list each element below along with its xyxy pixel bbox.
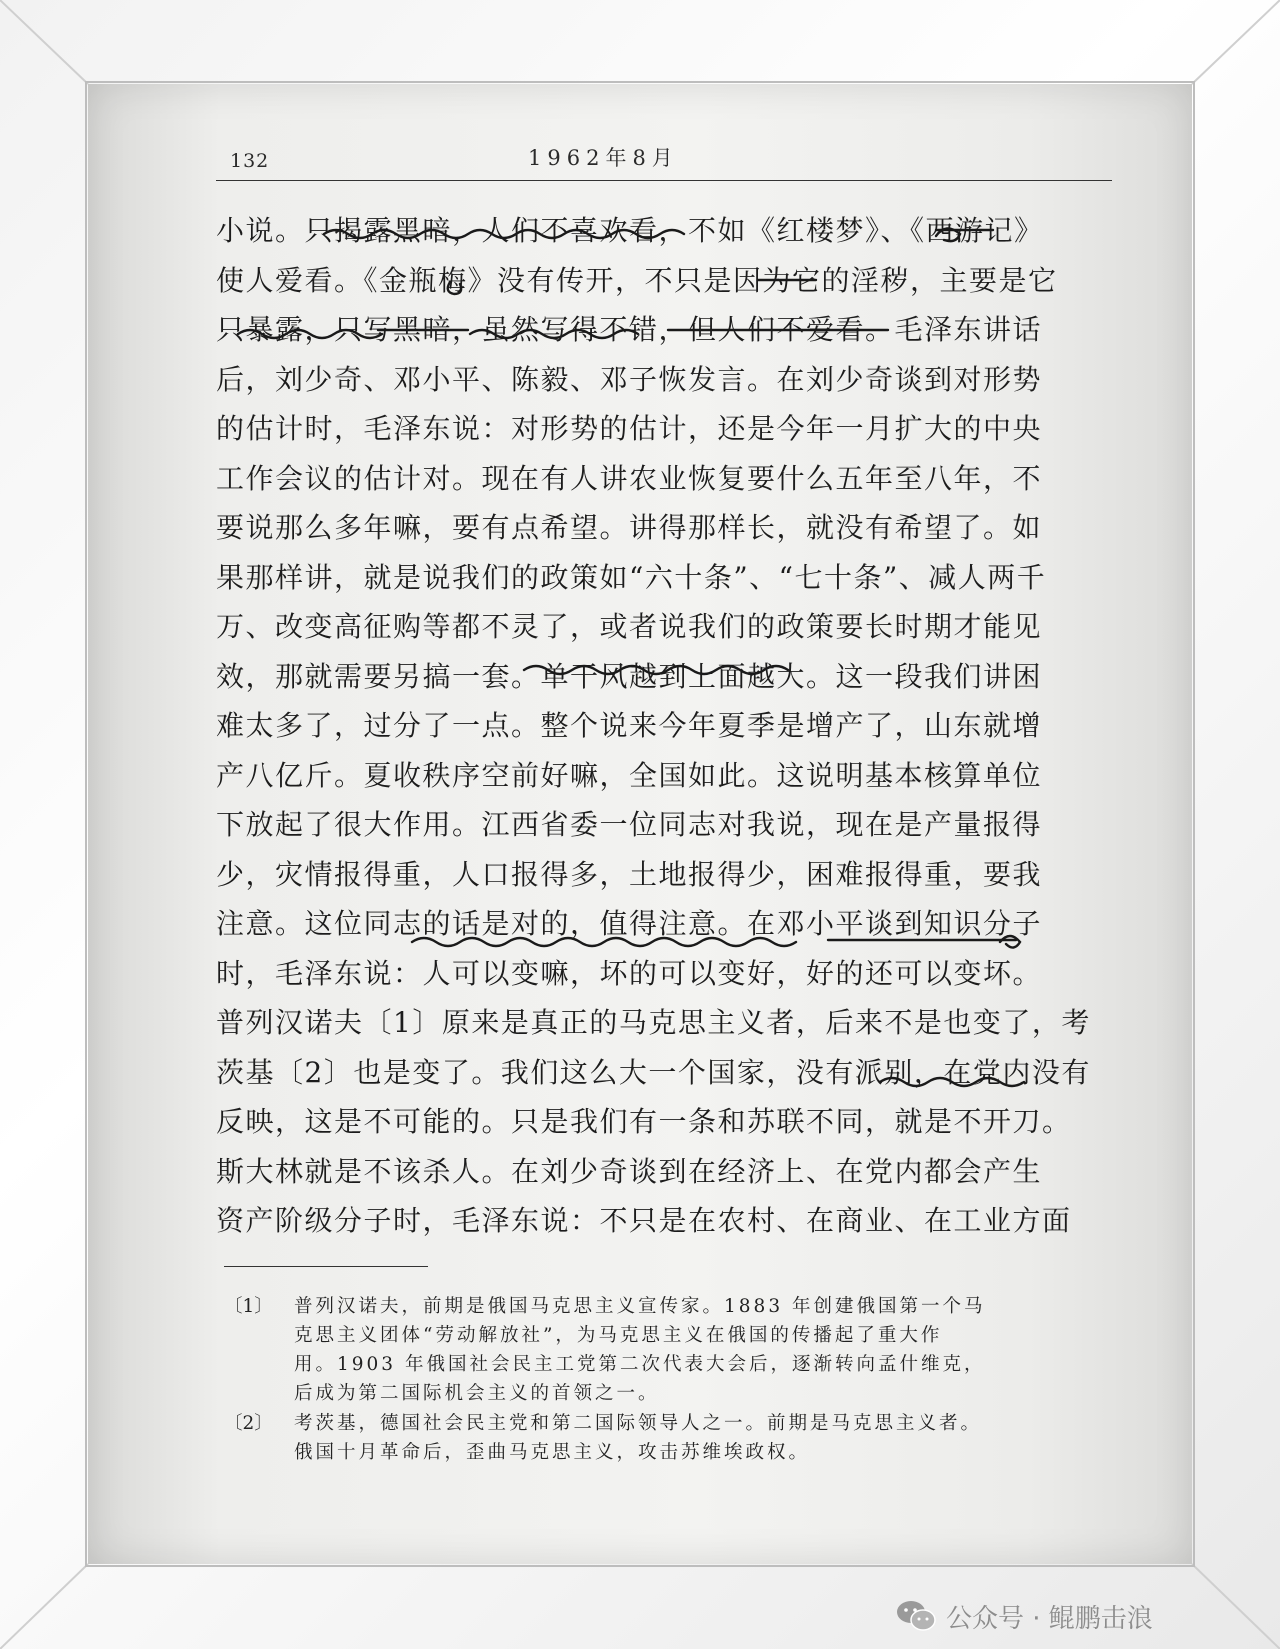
wechat-icon [896, 1599, 936, 1633]
footnotes [224, 1292, 1124, 1468]
body-line: 小说。只揭露黑暗，人们不喜欢看，不如《红楼梦》、《西游记》 [216, 214, 1044, 247]
body-line: 少，灾情报得重，人口报得多，土地报得少，困难报得重，要我 [216, 857, 1043, 891]
body-line: 茨基〔2〕也是变了。我们这么大一个国家，没有派别，在党内没有 [216, 1055, 1091, 1089]
body-line: 斯大林就是不该杀人。在刘少奇谈到在经济上、在党内都会产生 [216, 1154, 1043, 1188]
footnote-rule [224, 1266, 428, 1267]
body-line: 注意。这位同志的话是对的，值得注意。在邓小平谈到知识分子 [216, 907, 1043, 940]
page-number: 132 [230, 150, 270, 172]
body-line: 下放起了很大作用。江西省委一位同志对我说，现在是产量报得 [216, 808, 1043, 841]
body-line: 使人爱看。《金瓶梅》没有传开，不只是因为它的淫秽，主要是它 [216, 263, 1058, 297]
footnote-line: 克思主义团体“劳动解放社”，为马克思主义在俄国的传播起了重大作 [294, 1325, 943, 1346]
body-text [216, 206, 1116, 1246]
body-line: 的估计时，毛泽东说：对形势的估计，还是今年一月扩大的中央 [216, 412, 1043, 445]
footnote-2 [224, 1409, 1124, 1467]
footnote-1 [224, 1292, 1124, 1408]
footnote-line: 普列汉诺夫，前期是俄国马克思主义宣传家。1883 年创建俄国第一个马 [294, 1296, 986, 1317]
footnote-line: 后成为第二国际机会主义的首领之一。 [294, 1383, 660, 1404]
body-line: 工作会议的估计对。现在有人讲农业恢复要什么五年至八年，不 [216, 461, 1043, 495]
body-line: 万、改变高征购等都不灵了，或者说我们的政策要长时期才能见 [216, 610, 1043, 643]
watermark [896, 1596, 1153, 1636]
watermark-text: 公众号 · 鲲鹏击浪 [946, 1603, 1153, 1634]
footnote-marker: 〔2〕 [224, 1413, 273, 1434]
book-page [88, 84, 1192, 1564]
footnote-line: 用。1903 年俄国社会民主工党第二次代表大会后，逐渐转向孟什维克， [294, 1354, 986, 1375]
footnote-line: 俄国十月革命后，歪曲马克思主义，攻击苏维埃政权。 [294, 1442, 811, 1463]
body-line: 效，那就需要另搞一套。单干风越到上面越大。这一段我们讲困 [216, 659, 1043, 693]
header-rule [216, 180, 1112, 181]
body-line: 资产阶级分子时，毛泽东说：不只是在农村、在商业、在工业方面 [216, 1204, 1072, 1237]
body-line: 反映，这是不可能的。只是我们有一条和苏联不同，就是不开刀。 [216, 1105, 1072, 1138]
body-line: 只暴露，只写黑暗，虽然写得不错，但人们不爱看。毛泽东讲话 [216, 313, 1043, 346]
running-head: 1962年8月 [528, 146, 679, 170]
body-line: 果那样讲，就是说我们的政策如“六十条”、“七十条”、减人两千 [216, 560, 1047, 594]
body-line: 难太多了，过分了一点。整个说来今年夏季是增产了，山东就增 [216, 709, 1043, 742]
footnote-line: 考茨基，德国社会民主党和第二国际领导人之一。前期是马克思主义者。 [294, 1413, 983, 1434]
footnote-marker: 〔1〕 [224, 1296, 273, 1317]
body-line: 普列汉诺夫〔1〕原来是真正的马克思主义者，后来不是也变了，考 [216, 1006, 1091, 1039]
body-line: 后，刘少奇、邓小平、陈毅、邓子恢发言。在刘少奇谈到对形势 [216, 362, 1043, 396]
body-line: 要说那么多年嘛，要有点希望。讲得那样长，就没有希望了。如 [216, 511, 1043, 544]
body-line: 时，毛泽东说：人可以变嘛，坏的可以变好，好的还可以变坏。 [216, 956, 1043, 990]
body-line: 产八亿斤。夏收秩序空前好嘛，全国如此。这说明基本核算单位 [216, 758, 1043, 792]
